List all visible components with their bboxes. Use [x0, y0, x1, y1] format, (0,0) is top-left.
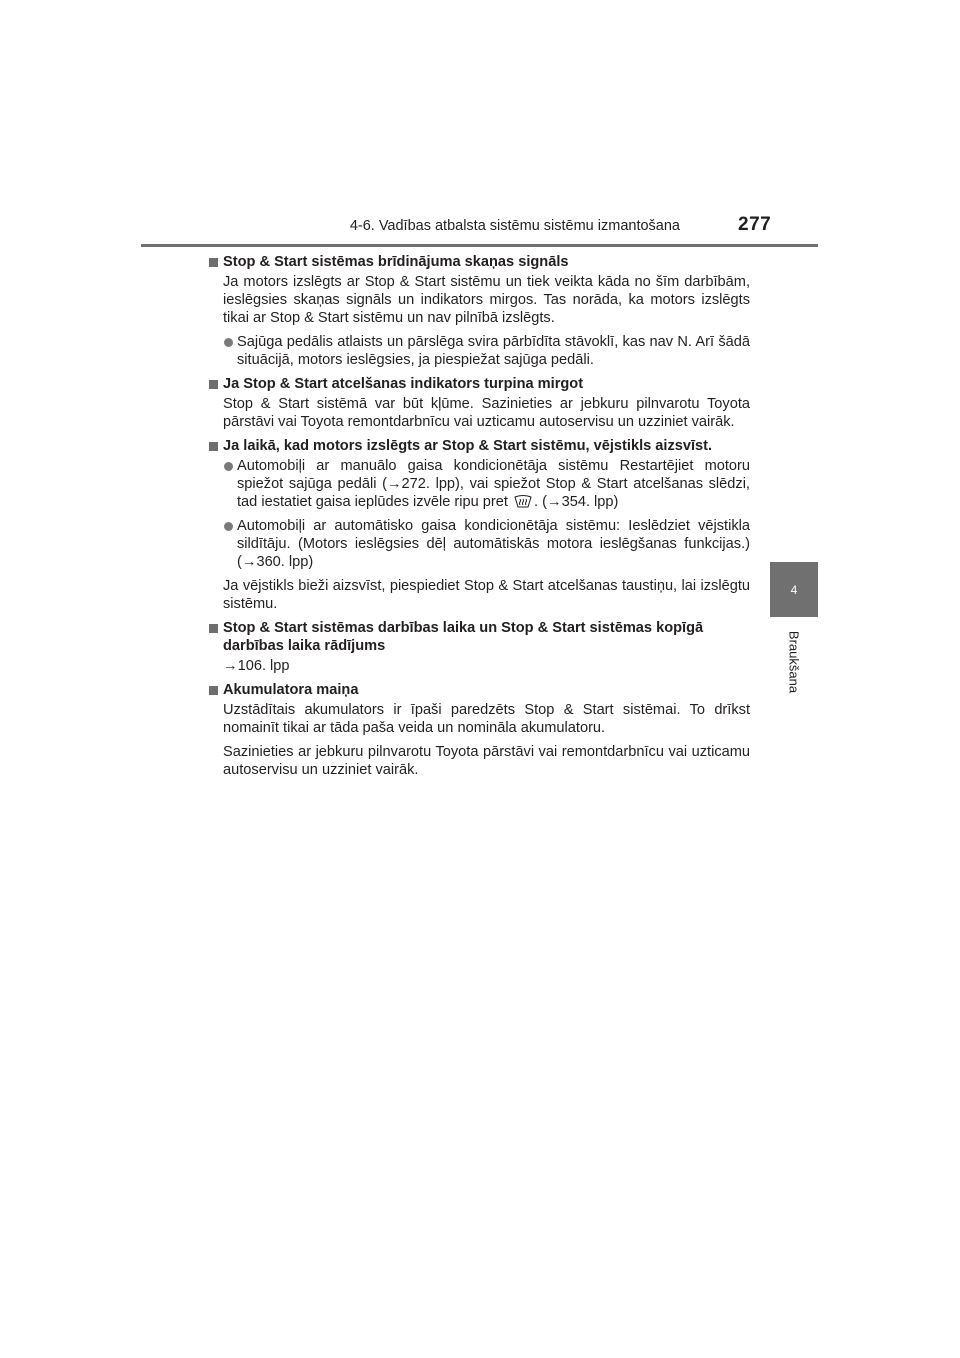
- section-heading-indicator-blinking: Ja Stop & Start atcelšanas indikators turpina mirgot: [209, 375, 750, 393]
- section-heading-battery-replacement: Akumulatora maiņa: [209, 681, 750, 699]
- list-item-text-end: . (→354. lpp): [534, 494, 619, 510]
- list-item-text: Sajūga pedālis atlaists un pārslēga svira pārbīdīta stāvoklī, kas nav N. Arī šādā situācijā, motors ieslēgsies, ja piespiežat sajūga pedāli.: [237, 334, 750, 368]
- section-paragraph: Stop & Start sistēmā var būt kļūme. Sazinieties ar jebkuru pilnvarotu Toyota pārstāvi vai Toyota remontdarbnīcu vai uzticamu autoservisu un uzziniet vairāk.: [223, 396, 750, 430]
- bullet-dot-icon: [224, 522, 233, 531]
- section-paragraph: Ja vējstikls bieži aizsvīst, piespiediet Stop & Start atcelšanas taustiņu, lai izslēgtu sistēmu.: [223, 578, 750, 612]
- header-rule: [141, 244, 818, 247]
- bullet-dot-icon: [224, 338, 233, 347]
- chapter-tab[interactable]: [770, 562, 818, 617]
- section-paragraph: Uzstādītais akumulators ir īpaši paredzēts Stop & Start sistēmai. To drīkst nomainīt tikai ar tāda paša veida un nomināla akumulatoru.: [223, 702, 750, 736]
- chapter-label: Braukšana: [786, 630, 802, 694]
- section-heading-windshield-fogs: Ja laikā, kad motors izslēgts ar Stop & Start sistēmu, vējstikls aizsvīst.: [209, 437, 750, 455]
- list-item: [209, 333, 750, 369]
- windshield-defog-icon: [514, 494, 532, 508]
- page-content: [209, 253, 750, 785]
- header-title: 4-6. Vadības atbalsta sistēmu sistēmu izmantošana: [349, 218, 680, 234]
- chapter-number: 4: [790, 582, 798, 597]
- section-paragraph: Ja motors izslēgts ar Stop & Start sistēmu un tiek veikta kāda no šīm darbībām, ieslēgsies skaņas signāls un indikators mirgos. Tas norāda, ka motors izslēgts tikai ar Stop & Start sistēmu un nav pilnībā izslēgts.: [223, 274, 750, 326]
- page-reference-link[interactable]: →106. lpp: [223, 658, 290, 674]
- bullet-dot-icon: [224, 462, 233, 471]
- list-item: [209, 457, 750, 511]
- page-number: 277: [738, 214, 772, 235]
- section-heading-warning-buzzer: Stop & Start sistēmas brīdinājuma skaņas signāls: [209, 253, 750, 271]
- list-item-text: Automobiļi ar manuālo gaisa kondicionētāja sistēmu Restartējiet motoru spiežot sajūga pedāli (→272. lpp), vai spiežot Stop & Start atcelšanas slēdzi, tad iestatiet gaisa ieplūdes izvēle ripu pret: [237, 458, 750, 510]
- section-paragraph: Sazinieties ar jebkuru pilnvarotu Toyota pārstāvi vai remontdarbnīcu vai uzticamu autoservisu un uzziniet vairāk.: [223, 744, 750, 778]
- list-item: [209, 517, 750, 571]
- list-item-text: Automobiļi ar automātisko gaisa kondicionētāja sistēmu: Ieslēdziet vējstikla sildītāju. (Motors ieslēgsies dēļ automātiskās motora ieslēgšanas funkcijas.) (→360. lpp): [237, 518, 750, 570]
- section-heading-operation-time: Stop & Start sistēmas darbības laika un Stop & Start sistēmas kopīgā darbības laika rādījums: [209, 619, 750, 655]
